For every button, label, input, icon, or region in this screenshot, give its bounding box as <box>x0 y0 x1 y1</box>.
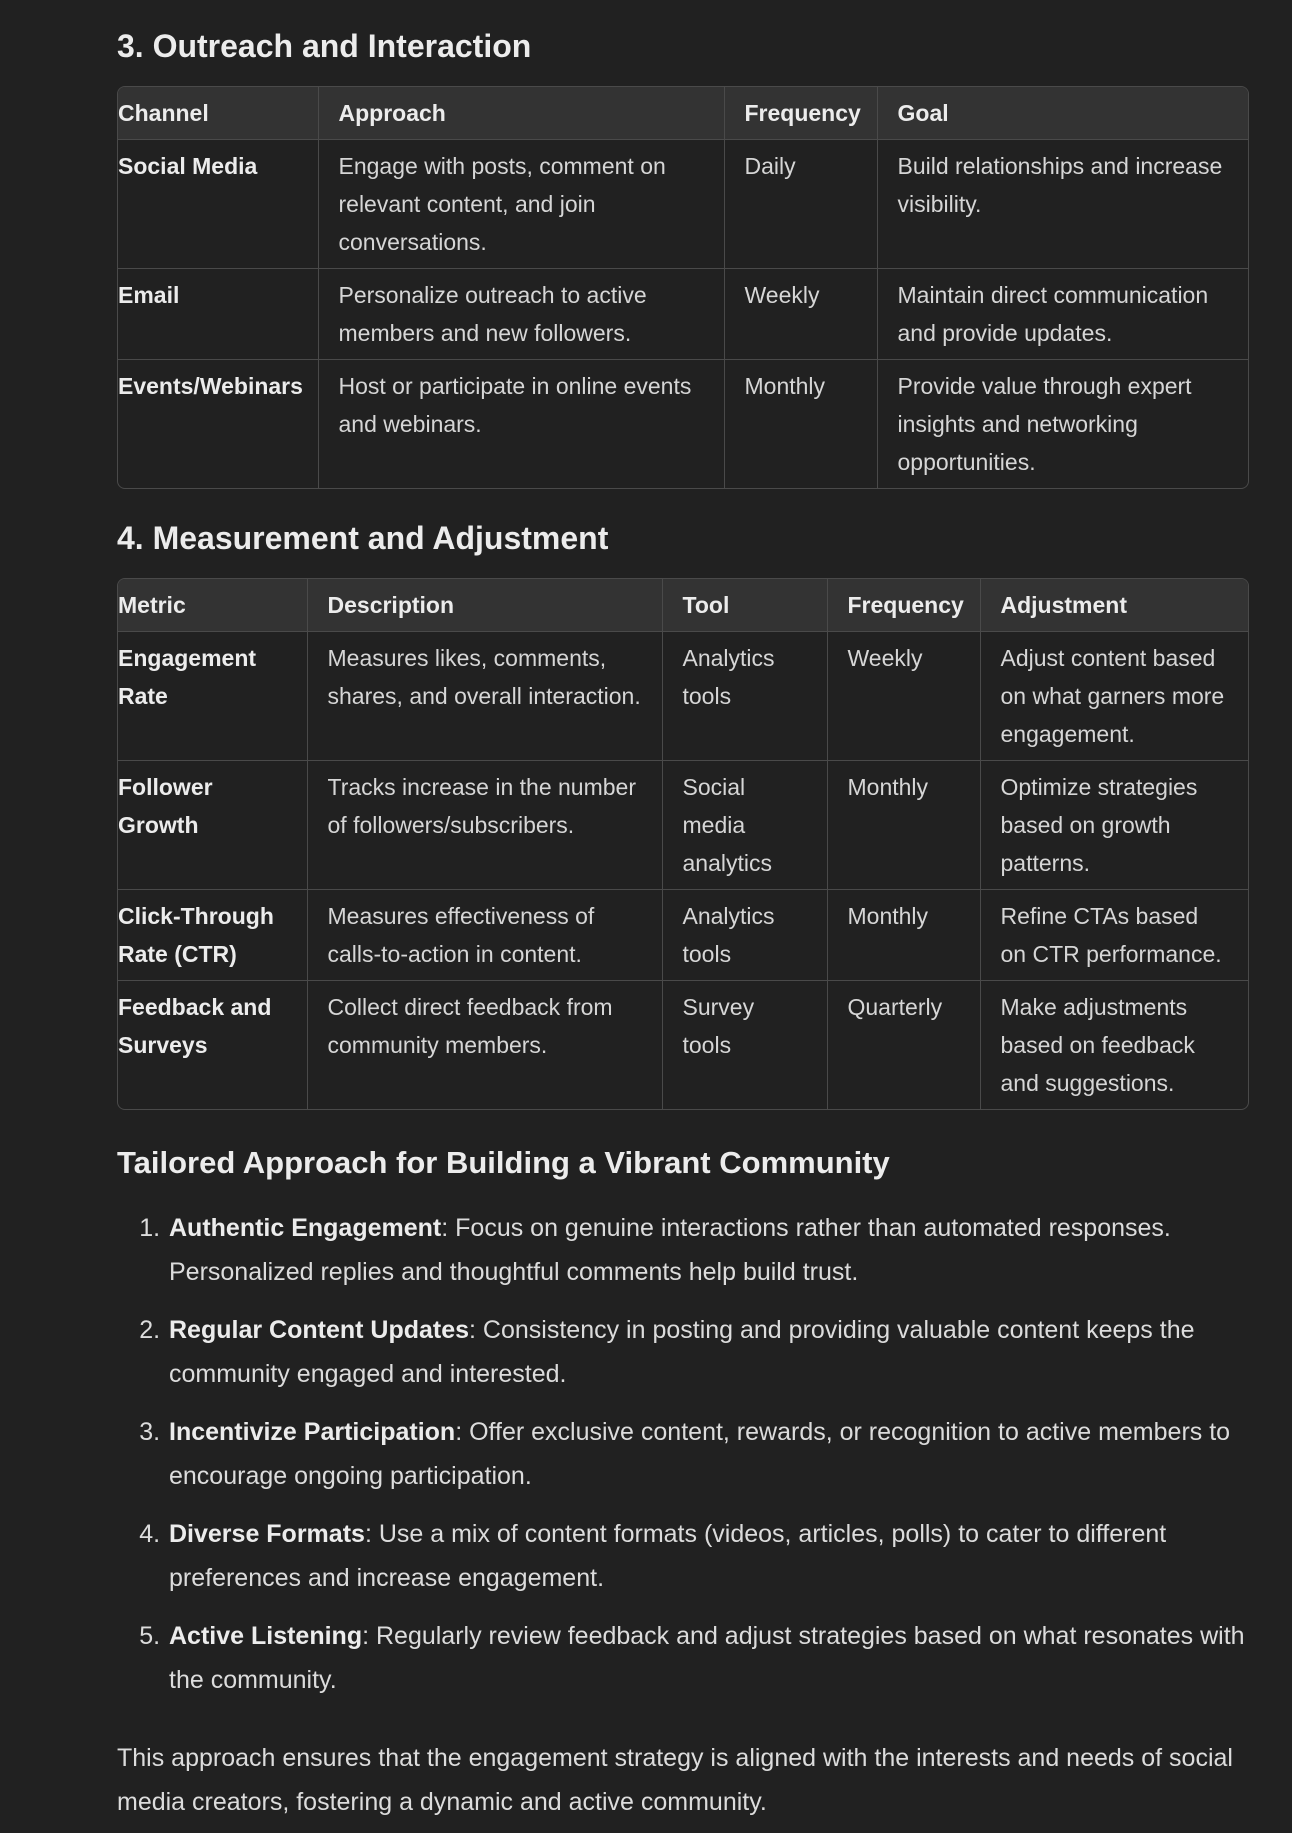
tailored-approach-heading: Tailored Approach for Building a Vibrant Community <box>117 1145 890 1180</box>
measurement-table-container <box>117 578 1249 1110</box>
table-cell: Build relationships and increase visibility. <box>877 140 1249 269</box>
list-item-title: Regular Content Updates <box>169 1316 470 1344</box>
table-row <box>118 632 1249 761</box>
column-header: Goal <box>877 87 1249 140</box>
column-header: Frequency <box>724 87 877 140</box>
measurement-heading: 4. Measurement and Adjustment <box>117 520 609 556</box>
table-cell: Monthly <box>827 890 980 981</box>
table-cell: Weekly <box>724 269 877 360</box>
table-cell: Monthly <box>724 360 877 489</box>
table-cell: Engagement Rate <box>118 645 257 709</box>
table-cell: Social media analytics <box>662 761 827 890</box>
table-cell: Engage with posts, comment on relevant content, and join conversations. <box>318 140 724 269</box>
table-cell: Monthly <box>827 761 980 890</box>
table-cell: Provide value through expert insights and networking opportunities. <box>877 360 1249 489</box>
list-item-title: Authentic Engagement <box>169 1214 442 1242</box>
table-row <box>118 981 1249 1110</box>
table-cell: Quarterly <box>827 981 980 1110</box>
table-row <box>118 890 1249 981</box>
table-row <box>118 269 1249 360</box>
table-cell: Events/Webinars <box>118 360 318 489</box>
outreach-table-container <box>117 86 1249 489</box>
list-item-text: : Consistency in posting and providing valuable content keeps the community engaged and interested. <box>169 1316 1195 1388</box>
column-header: Adjustment <box>980 579 1249 632</box>
list-item-title: Diverse Formats <box>169 1520 365 1548</box>
list-item-text: : Offer exclusive content, rewards, or recognition to active members to encourage ongoing participation. <box>169 1418 1231 1490</box>
list-item <box>167 1410 1249 1498</box>
table-cell: Follower Growth <box>118 761 307 890</box>
table-cell: Analytics tools <box>662 890 827 981</box>
table-cell: Adjust content based on what garners more engagement. <box>980 632 1249 761</box>
list-item-title: Incentivize Participation <box>169 1418 456 1446</box>
table-cell: Feedback and Surveys <box>118 981 307 1110</box>
table-cell: Maintain direct communication and provide updates. <box>877 269 1249 360</box>
column-header: Metric <box>118 579 307 632</box>
list-item <box>167 1614 1249 1702</box>
outreach-heading: 3. Outreach and Interaction <box>117 28 532 64</box>
list-item-title: Active Listening <box>169 1622 363 1650</box>
table-cell: Collect direct feedback from community members. <box>307 981 662 1110</box>
table-cell: Survey tools <box>662 981 827 1110</box>
table-row <box>118 360 1249 489</box>
table-cell: Analytics tools <box>662 632 827 761</box>
list-item-text: : Regularly review feedback and adjust strategies based on what resonates with the community. <box>169 1622 1245 1694</box>
list-item <box>167 1206 1249 1294</box>
table-cell: Measures effectiveness of calls-to-action in content. <box>307 890 662 981</box>
column-header: Approach <box>318 87 724 140</box>
table-cell: Optimize strategies based on growth patterns. <box>980 761 1249 890</box>
table-cell: Click-Through Rate (CTR) <box>118 890 307 981</box>
table-cell: Tracks increase in the number of followers/subscribers. <box>307 761 662 890</box>
table-cell: Daily <box>724 140 877 269</box>
list-item <box>167 1512 1249 1600</box>
response-content <box>117 0 1249 1824</box>
table-cell: Personalize outreach to active members and new followers. <box>318 269 724 360</box>
table-row <box>118 140 1249 269</box>
column-header: Channel <box>118 87 318 140</box>
column-header: Tool <box>662 579 827 632</box>
table-header-row <box>118 87 1249 140</box>
summary-paragraph: This approach ensures that the engagement strategy is aligned with the interests and needs of social media creators, fostering a dynamic and active community. <box>117 1744 1233 1816</box>
table-cell: Make adjustments based on feedback and suggestions. <box>980 981 1249 1110</box>
tailored-approach-list <box>117 1206 1249 1702</box>
table-row <box>118 761 1249 890</box>
list-item <box>167 1308 1249 1396</box>
column-header: Description <box>307 579 662 632</box>
table-cell: Refine CTAs based on CTR performance. <box>980 890 1249 981</box>
list-item-text: : Use a mix of content formats (videos, articles, polls) to cater to different preferences and increase engagement. <box>169 1520 1167 1592</box>
list-item-text: : Focus on genuine interactions rather than automated responses. Personalized replies and thoughtful comments help build trust. <box>169 1214 1171 1286</box>
table-cell: Weekly <box>827 632 980 761</box>
table-cell: Social Media <box>118 153 258 179</box>
column-header: Frequency <box>827 579 980 632</box>
outreach-table <box>118 87 1249 488</box>
table-cell: Host or participate in online events and webinars. <box>318 360 724 489</box>
table-cell: Email <box>118 269 318 360</box>
measurement-table <box>118 579 1249 1109</box>
table-cell: Measures likes, comments, shares, and overall interaction. <box>307 632 662 761</box>
table-header-row <box>118 579 1249 632</box>
